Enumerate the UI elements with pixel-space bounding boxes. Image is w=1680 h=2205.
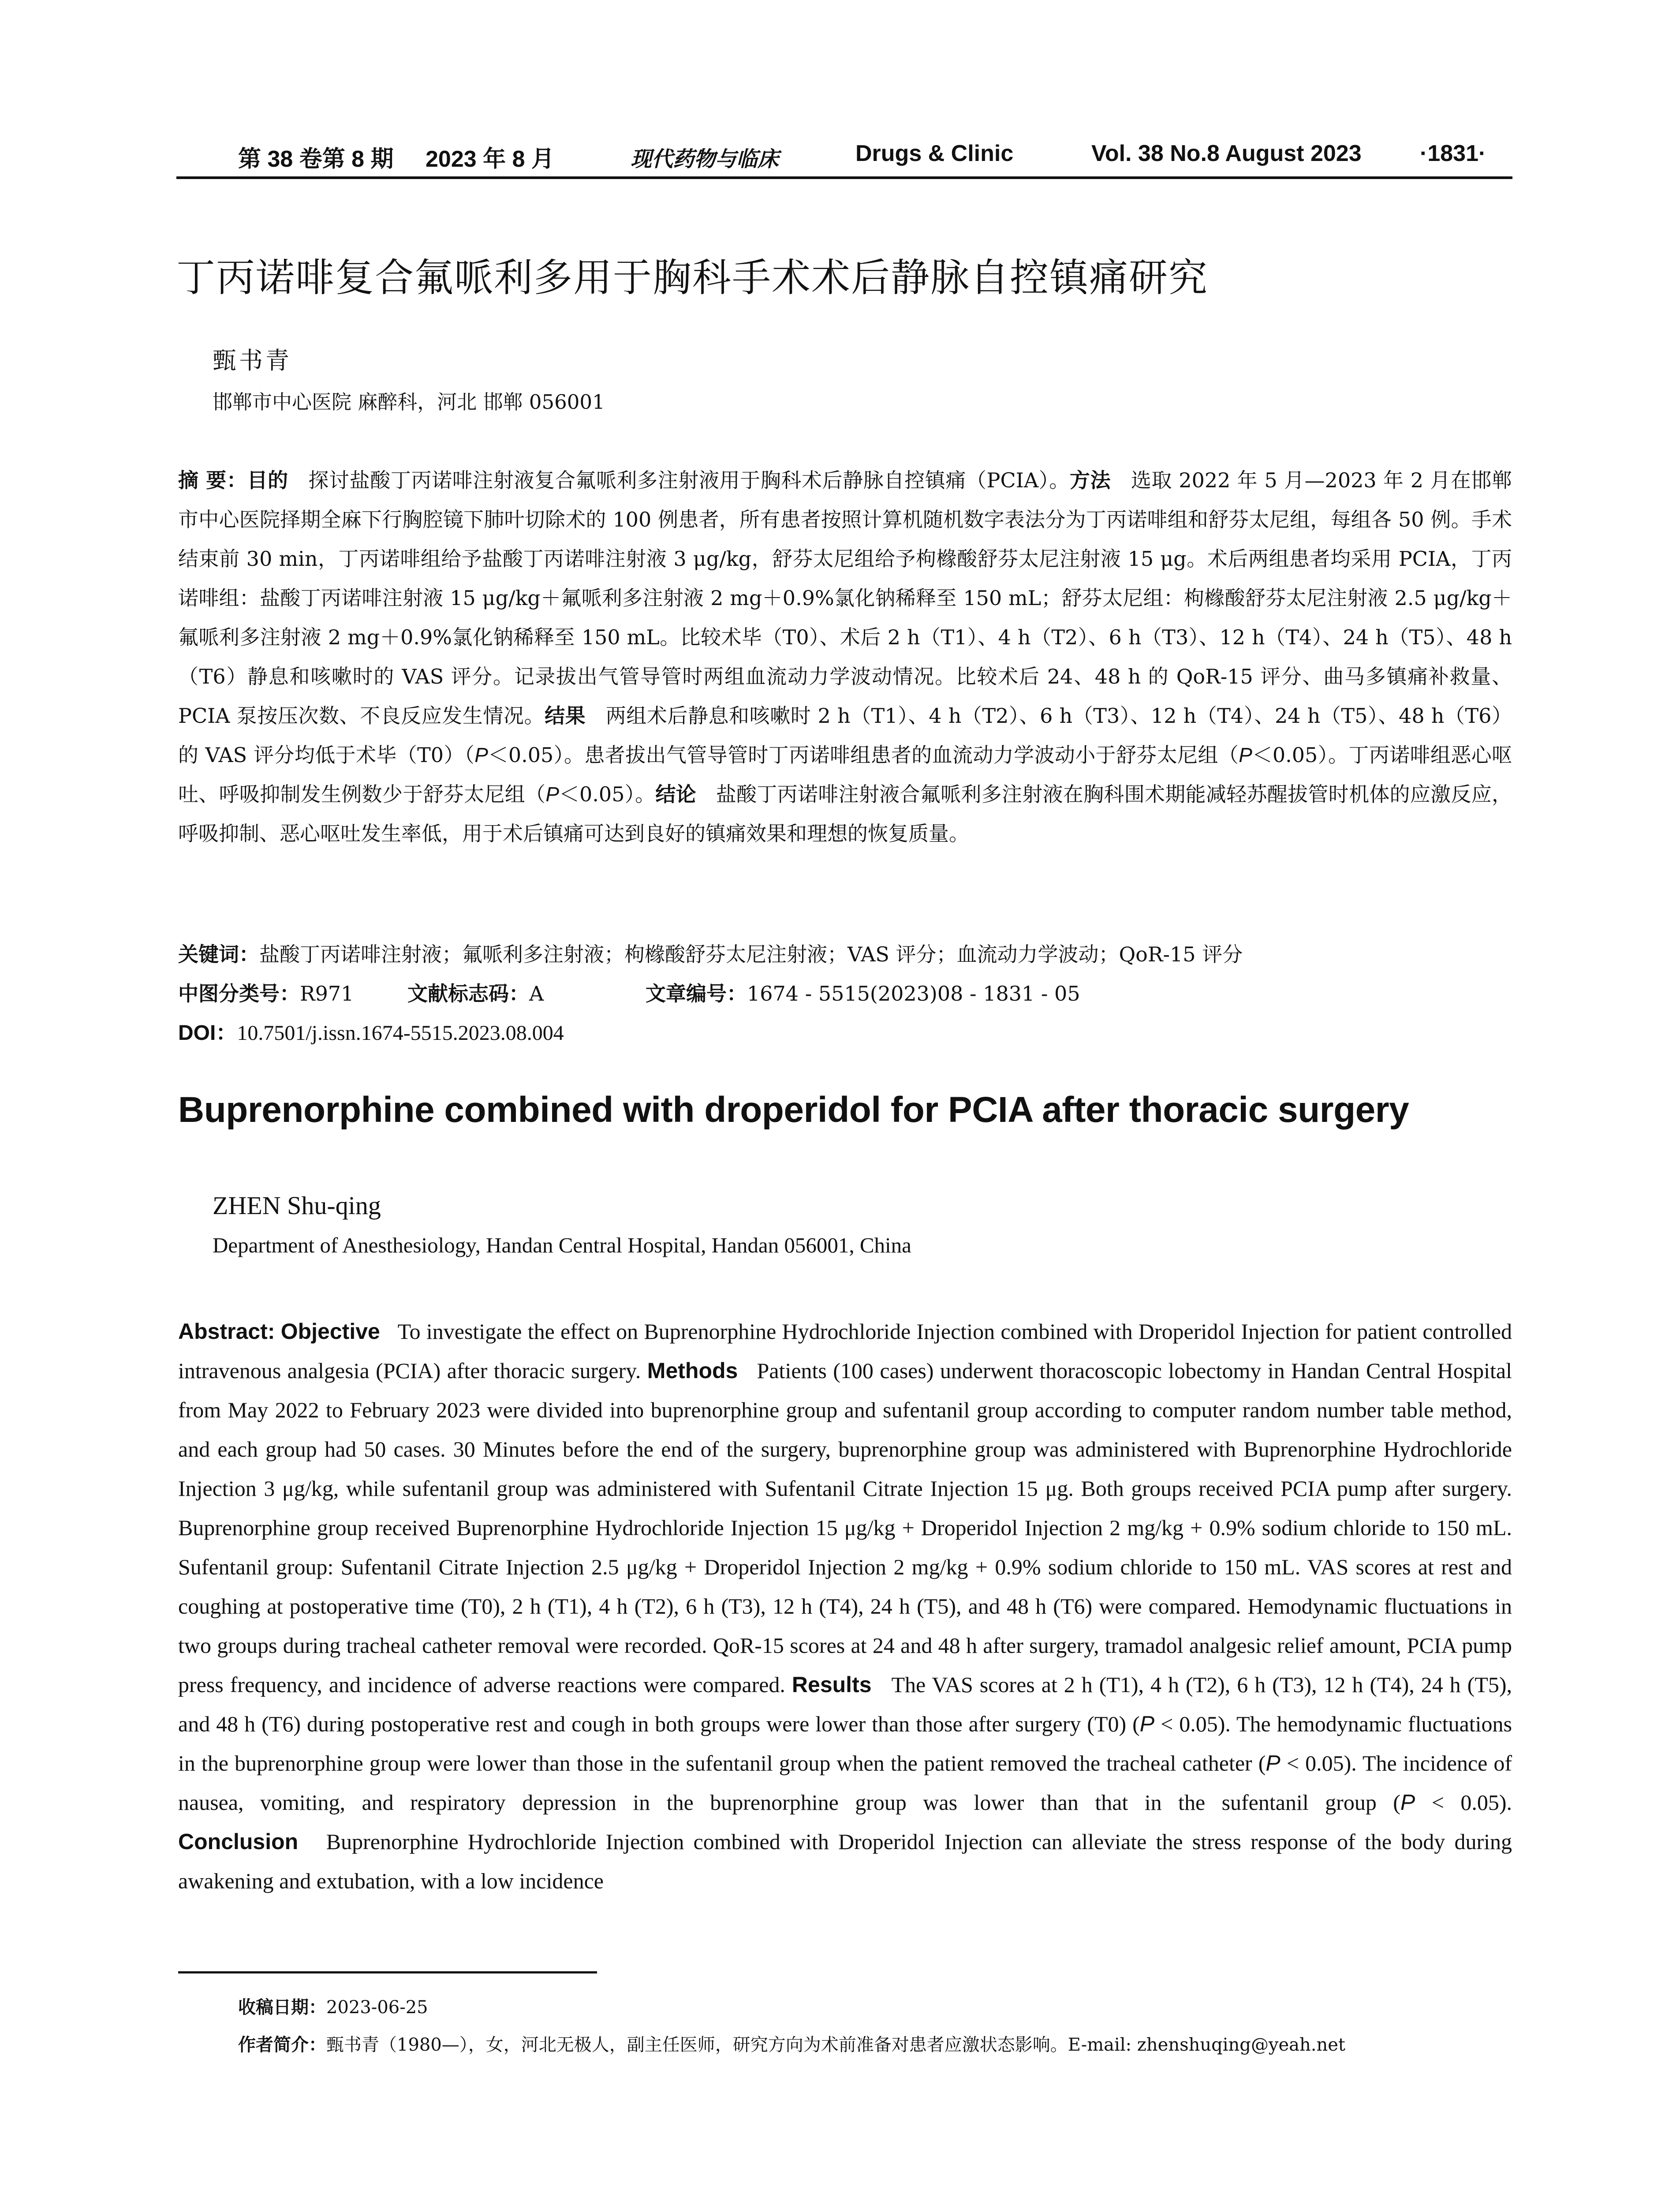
doccode-label: 文献标志码： [407, 982, 529, 1005]
articleno-value: 1674 - 5515(2023)08 - 1831 - 05 [747, 982, 1080, 1005]
conclusion-cn-text: 盐酸丁丙诺啡注射液合氟哌利多注射液在胸科围术期能减轻苏醒拔管时机体的应激反应，呼吸抑制、恶心呕吐发生率低，用于术后镇痛可达到良好的镇痛效果和理想的恢复质量。 [178, 782, 1512, 845]
abstract-en [178, 1312, 1512, 1901]
header-page-number: ·1831· [1420, 141, 1486, 166]
doccode-value: A [529, 982, 544, 1005]
methods-en-text: Patients (100 cases) underwent thoracoscopic lobectomy in Handan Central Hospital from May 2022 to February 2023 were divided into buprenorphine group and sufentanil group according to computer random number table method, and each group had 50 cases. 30 Minutes before the end of the surgery, buprenorphine group was administered with Buprenorphine Hydrochloride Injection 3 μg/kg, while sufentanil group was administered with Sufentanil Citrate Injection 15 μg. Both groups received PCIA pump after surgery. Buprenorphine group received Buprenorphine Hydrochloride Injection 15 μg/kg + Droperidol Injection 2 mg/kg + 0.9% sodium chloride to 150 mL. Sufentanil group: Sufentanil Citrate Injection 2.5 μg/kg + Droperidol Injection 2 mg/kg + 0.9% sodium chloride to 150 mL. VAS scores at rest and coughing at postoperative time (T0), 2 h (T1), 4 h (T2), 6 h (T3), 12 h (T4), 24 h (T5), and 48 h (T6) were compared. Hemodynamic fluctuations in two groups during tracheal catheter removal were recorded. QoR-15 scores at 24 and 48 h after surgery, tramadol analgesic relief amount, PCIA pump press frequency, and incidence of adverse reactions were compared. [178, 1358, 1512, 1697]
header-rule [176, 176, 1512, 179]
objective-cn-text: 探讨盐酸丁丙诺啡注射液复合氟哌利多注射液用于胸科术后静脉自控镇痛（PCIA）。 [308, 468, 1070, 492]
author-bio-label: 作者简介： [238, 2035, 326, 2055]
doi-line [178, 1013, 564, 1053]
results-en-text-c: < 0.05). The incidence of nausea, vomiting, and respiratory depression in the buprenorphine group was lower than that in the sufentanil group ( [178, 1751, 1512, 1815]
received-label: 收稿日期： [238, 1997, 326, 2018]
keywords-label: 关键词： [178, 942, 259, 966]
article-title-en: Buprenorphine combined with droperidol for PCIA after thoracic surgery [178, 1090, 1409, 1130]
results-en-label: Results [791, 1672, 872, 1697]
results-cn-text-a: 两组术后静息和咳嗽时 2 h（T1）、4 h（T2）、6 h（T3）、12 h（T4）、24 h（T5）、48 h（T6）的 VAS 评分均低于术毕（T0）（ [178, 704, 1512, 767]
header-volume-cn: 第 38 卷第 8 期 [238, 146, 394, 172]
received-date: 2023-06-25 [326, 1997, 428, 2018]
results-en-text-d: < 0.05). [1415, 1790, 1512, 1815]
keywords-cn [178, 935, 1512, 974]
affiliation-cn: 邯郸市中心医院 麻醉科，河北 邯郸 056001 [213, 390, 605, 414]
author-bio-text: 甄书青（1980—），女，河北无极人，副主任医师，研究方向为术前准备对患者应激状态影响。E-mail: zhenshuqing@yeah.net [326, 2035, 1345, 2055]
header-volume-en: Vol. 38 No.8 August 2023 [1091, 141, 1362, 166]
conclusion-en-text: Buprenorphine Hydrochloride Injection combined with Droperidol Injection can alleviate the stress response of the body during awakening and extubation, with a low incidence [178, 1829, 1512, 1893]
p-value-symbol: P [545, 783, 560, 806]
results-cn-text-d: ＜0.05）。 [559, 782, 656, 806]
results-cn-text-b: ＜0.05）。患者拔出气管导管时丁丙诺啡组患者的血流动力学波动小于舒芬太尼组（ [488, 743, 1239, 767]
p-value-symbol: P [1139, 1712, 1155, 1736]
article-title-cn: 丁丙诺啡复合氟哌利多用于胸科手术术后静脉自控镇痛研究 [176, 255, 1209, 300]
conclusion-cn-label: 结论 [655, 782, 696, 806]
objective-cn-label: 目的 [247, 468, 288, 492]
author-cn: 甄书青 [213, 347, 292, 374]
results-cn-label: 结果 [545, 704, 586, 728]
running-header [0, 140, 1680, 176]
results-cn-text-c: ＜0.05）。丁丙诺啡组恶心呕吐、呼吸抑制发生例数少于舒芬太尼组（ [178, 743, 1512, 806]
footnote-author [238, 2031, 1345, 2056]
doi-link[interactable]: 10.7501/j.issn.1674-5515.2023.08.004 [237, 1021, 564, 1045]
clc-label: 中图分类号： [178, 982, 300, 1005]
header-journal-en: Drugs & Clinic [855, 141, 1014, 166]
footnote-rule [178, 1971, 597, 1973]
conclusion-en-label: Conclusion [178, 1829, 299, 1854]
p-value-symbol: P [1400, 1790, 1415, 1815]
methods-cn-text: 选取 2022 年 5 月—2023 年 2 月在邯郸市中心医院择期全麻下行胸腔镜下肺叶切除术的 100 例患者，所有患者按照计算机随机数字表法分为丁丙诺啡组和舒芬太尼组，每组各 50 例。手术结束前 30 min，丁丙诺啡组给予盐酸丁丙诺啡注射液 3 μg/kg，舒芬太尼组给予枸橼酸舒芬太尼注射液 15 μg。术后两组患者均采用 PCIA，丁丙诺啡组：盐酸丁丙诺啡注射液 15 μg/kg＋氟哌利多注射液 2 mg＋0.9%氯化钠稀释至 150 mL；舒芬太尼组：枸橼酸舒芬太尼注射液 2.5 μg/kg＋氟哌利多注射液 2 mg＋0.9%氯化钠稀释至 150 mL。比较术毕（T0）、术后 2 h（T1）、4 h（T2）、6 h（T3）、12 h（T4）、24 h（T5）、48 h（T6）静息和咳嗽时的 VAS 评分。记录拔出气管导管时两组血流动力学波动情况。比较术后 24、48 h 的 QoR-15 评分、曲马多镇痛补救量、PCIA 泵按压次数、不良反应发生情况。 [178, 468, 1512, 728]
footnote-received [238, 1993, 428, 2018]
objective-en-label: Objective [280, 1319, 380, 1344]
abstract-en-label: Abstract: [178, 1319, 275, 1344]
author-en: ZHEN Shu-qing [213, 1191, 381, 1220]
header-journal-cn: 现代药物与临床 [631, 147, 779, 172]
affiliation-en: Department of Anesthesiology, Handan Central Hospital, Handan 056001, China [213, 1233, 911, 1257]
doi-label: DOI： [178, 1021, 237, 1045]
p-value-symbol: P [1266, 1751, 1281, 1775]
header-date-cn: 2023 年 8 月 [426, 146, 554, 172]
methods-en-label: Methods [647, 1358, 738, 1383]
articleno-label: 文章编号： [646, 982, 747, 1005]
abstract-cn [178, 461, 1512, 853]
clc-code: R971 [300, 982, 354, 1005]
results-en-text-a: The VAS scores at 2 h (T1), 4 h (T2), 6 h (T3), 12 h (T4), 24 h (T5), and 48 h (T6) during postoperative rest and cough in both groups were lower than those after surgery (T0) ( [178, 1672, 1512, 1736]
methods-cn-label: 方法 [1069, 468, 1111, 492]
p-value-symbol: P [474, 744, 488, 766]
classification-line [178, 974, 1080, 1013]
p-value-symbol: P [1239, 744, 1252, 766]
keywords-text: 盐酸丁丙诺啡注射液；氟哌利多注射液；枸橼酸舒芬太尼注射液；VAS 评分；血流动力学波动；QoR-15 评分 [259, 942, 1243, 966]
objective-en-text: To investigate the effect on Buprenorphine Hydrochloride Injection combined with Droperidol Injection for patient controlled intravenous analgesia (PCIA) after thoracic surgery. [178, 1319, 1512, 1383]
abstract-cn-label: 摘 要： [178, 468, 247, 492]
results-en-text-b: < 0.05). The hemodynamic fluctuations in the buprenorphine group were lower than those in the sufentanil group when the patient removed the tracheal catheter ( [178, 1712, 1512, 1775]
